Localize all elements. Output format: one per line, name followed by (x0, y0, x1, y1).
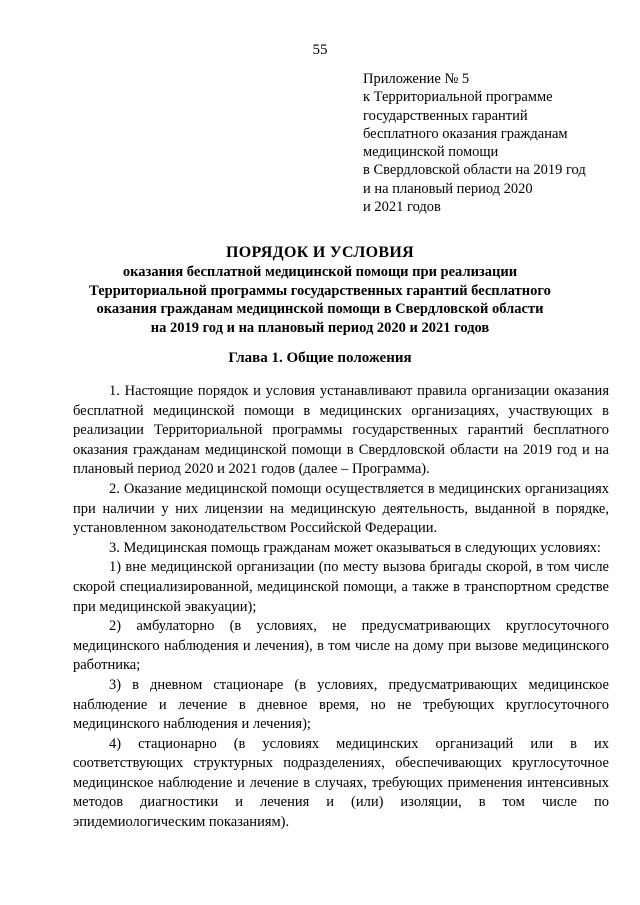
document-title: ПОРЯДОК И УСЛОВИЯ (226, 244, 414, 261)
paragraph: 1. Настоящие порядок и условия устанавливают правила организации оказания бесплатной медицинской помощи в медицинских организациях, участвующих в реализации Территориальной программы государственных гарантий бесплатного оказания гражданам медицинской помощи в Свердловской области на 2019 год и на плановый период 2020 и 2021 годов (далее – Программа). (73, 383, 609, 478)
paragraph: 3. Медицинская помощь гражданам может оказываться в следующих условиях: (109, 539, 601, 556)
list-item: 2) амбулаторно (в условиях, не предусматривающих круглосуточного медицинского наблюдения и лечения), в том числе на дому при вызове медицинского работника; (73, 618, 609, 674)
subtitle-line: Территориальной программы государственных гарантий бесплатного (89, 282, 551, 299)
document-subtitle (60, 263, 580, 337)
list-item: 3) в дневном стационаре (в условиях, предусматривающих медицинское наблюдение и лечение в дневное время, но не требующих круглосуточного медицинского наблюдения и лечения); (73, 676, 609, 733)
document-title-block (60, 243, 580, 337)
subtitle-line: оказания гражданам медицинской помощи в Свердловской области (96, 301, 544, 317)
subtitle-line: оказания бесплатной медицинской помощи при реализации (122, 264, 518, 280)
subtitle-line: на 2019 год и на плановый период 2020 и 2021 годов (150, 319, 490, 336)
appendix-line: Приложение № 5 (363, 71, 470, 87)
appendix-line: в Свердловской области на 2019 год (363, 162, 586, 179)
paragraph: 2. Оказание медицинской помощи осуществляется в медицинских организациях при наличии у них лицензии на медицинскую деятельность, выданной в порядке, установленном законодательством Российской Федерации. (73, 480, 609, 537)
list-item: 1) вне медицинской организации (по месту вызова бригады скорой, в том числе скорой специализированной, медицинской помощи, а также в транспортном средстве при медицинской эвакуации); (73, 559, 609, 615)
appendix-header (363, 70, 623, 216)
appendix-line: и 2021 годов (363, 199, 441, 216)
page-number: 55 (312, 42, 328, 58)
chapter-heading: Глава 1. Общие положения (228, 350, 412, 366)
list-item: 4) стационарно (в условиях медицинских организаций или в их соответствующих структурных подразделениях, обеспечивающих круглосуточное медицинское наблюдение и лечение в случаях, требующих применения интенсивных методов диагностики и лечения и (или) изоляции, в том числе по эпидемиологическим показаниям). (73, 735, 609, 831)
appendix-line: государственных гарантий (363, 107, 528, 124)
appendix-line: и на плановый период 2020 (363, 180, 533, 197)
appendix-line: бесплатного оказания гражданам (363, 125, 568, 142)
appendix-line: медицинской помощи (363, 144, 499, 161)
appendix-line: к Территориальной программе (363, 89, 553, 106)
document-body (73, 382, 609, 833)
